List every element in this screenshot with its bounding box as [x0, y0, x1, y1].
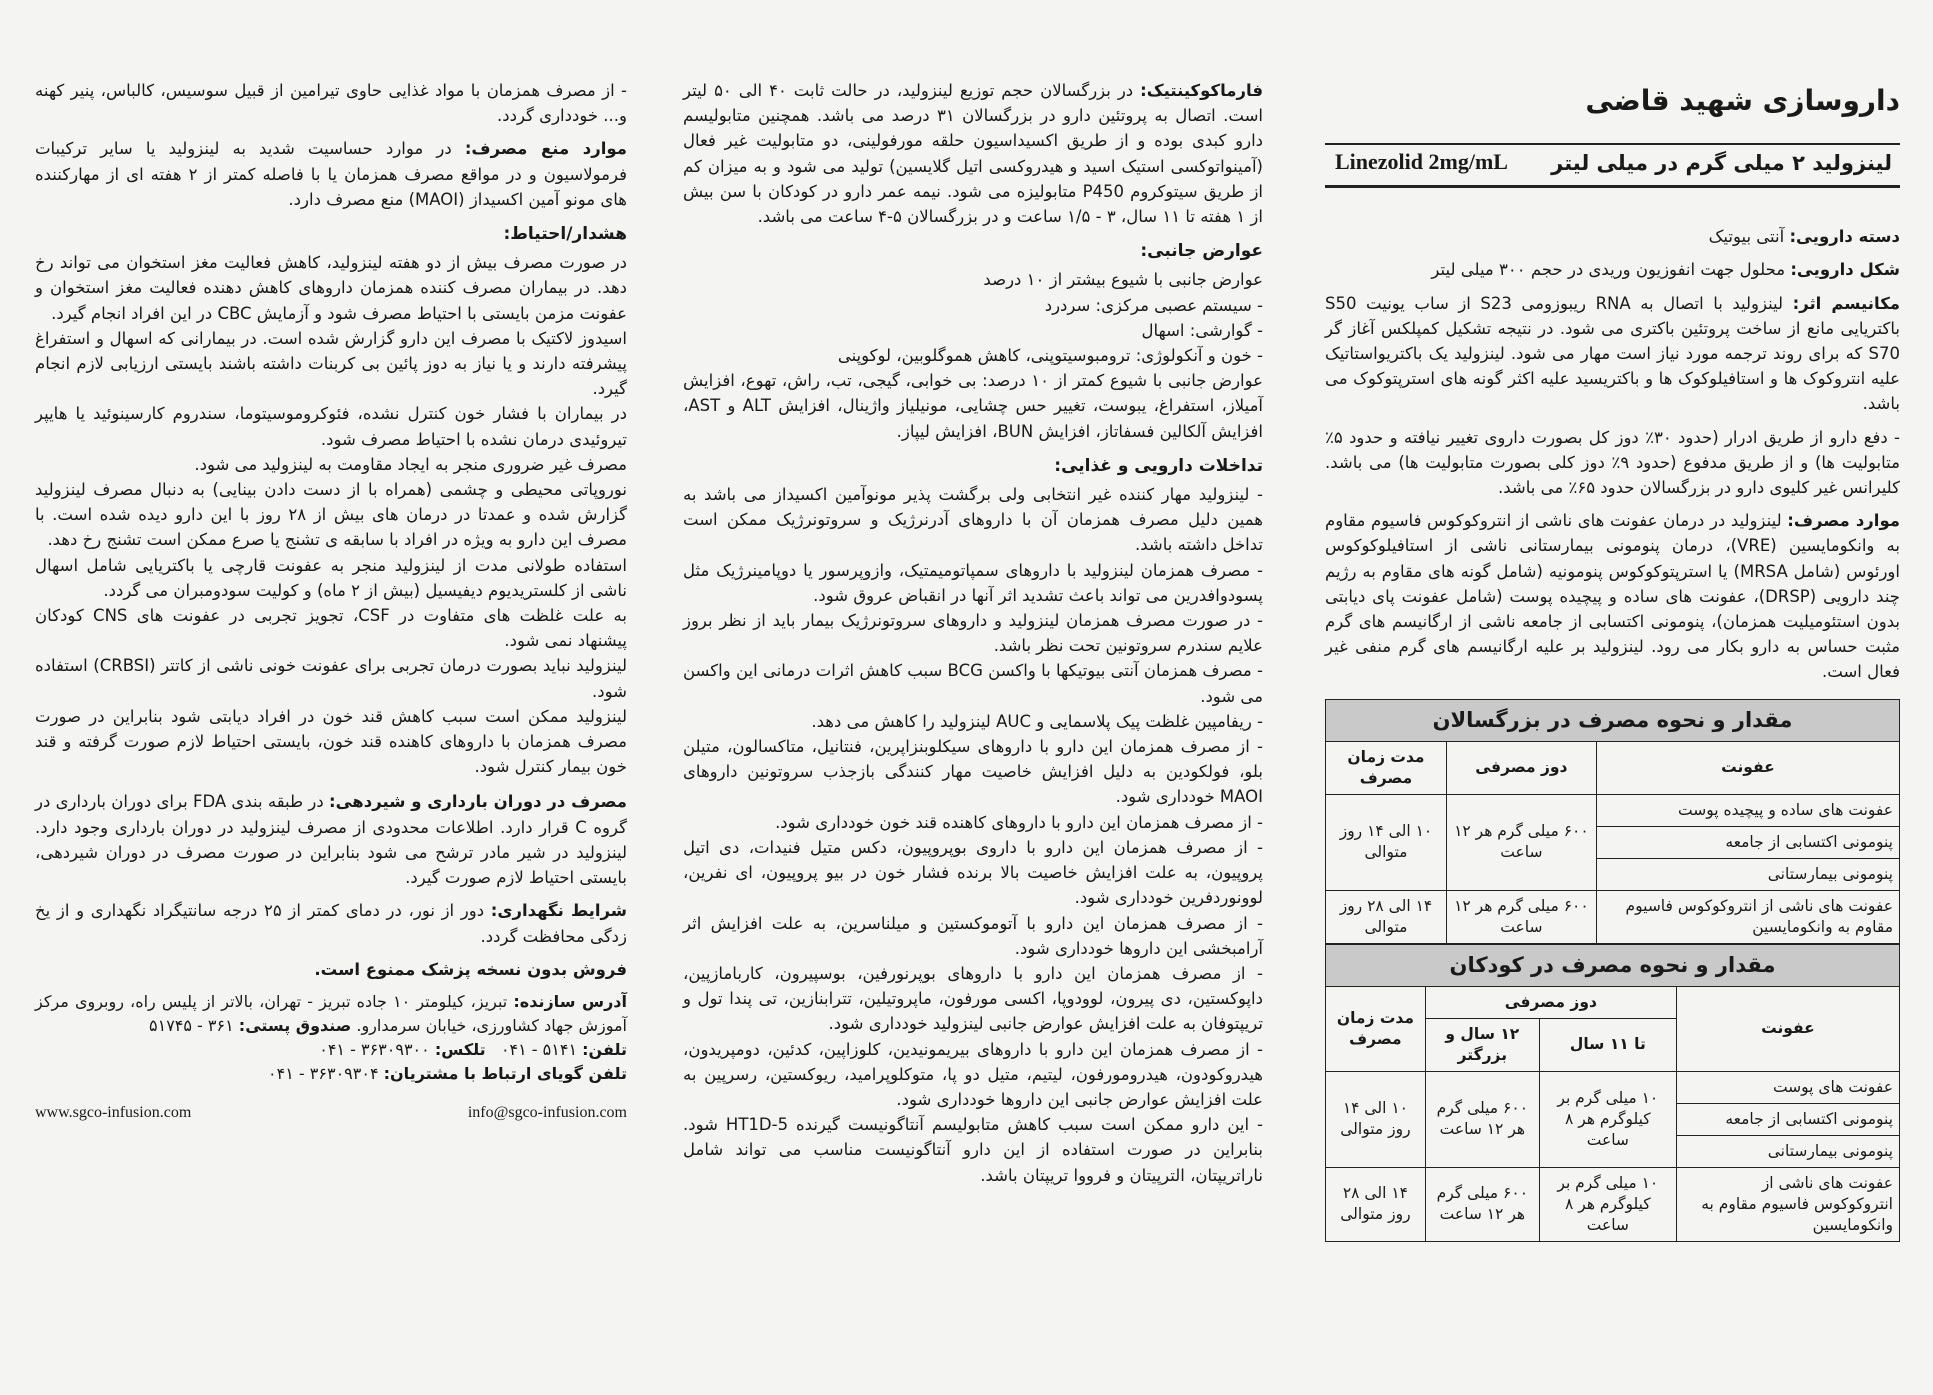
adult-dosage-table — [1325, 699, 1900, 944]
list-item: - گوارشی: اسهال — [1141, 320, 1263, 340]
column-header: دوز مصرفی — [1425, 986, 1676, 1018]
list-item: - خون و آنکولوژی: ترومبوسیتوپنی، کاهش هموگلوبین، لوکوپنی — [837, 346, 1263, 366]
column-header: مدت زمان مصرف — [1326, 986, 1426, 1071]
storage-section: شرایط نگهداری: دور از نور، در دمای کمتر از ۲۵ درجه سانتیگراد نگهداری و از یخ زدگی محافظت گردد. — [35, 901, 627, 946]
left-column — [35, 78, 627, 1125]
table-cell: ۶۰۰ میلی گرم هر ۱۲ ساعت — [1425, 1071, 1539, 1167]
excretion-text: - دفع دارو از طریق ادرار (حدود ۳۰٪ دوز کل بصورت داروی تغییر نیافته و حدود ۵٪ متابولیت ها) و از طریق مدفوع (حدود ۹٪ دوز کلی بصورت متابولیت ها) می باشد. کلیرانس غیر کلیوی دارو در بزرگسالان حدود ۶۵٪ می باشد. — [1325, 427, 1901, 498]
adult-table-caption: مقدار و نحوه مصرف در بزرگسالان — [1326, 699, 1900, 741]
table-cell: پنومونی بیمارستانی — [1676, 1135, 1899, 1167]
list-item: در بیماران با فشار خون کنترل نشده، فئوکروموسیتوما، سندروم کارسینوئید یا هایپر تیروئیدی درمان نشده با احتیاط مصرف شود. — [35, 404, 627, 449]
table-cell: ۱۴ الی ۲۸ روز متوالی — [1326, 890, 1447, 943]
list-item: لینزولید نباید بصورت درمان تجربی برای عفونت خونی ناشی از کاتتر (CRBSI) استفاده شود. — [35, 656, 627, 701]
product-title-fa: لینزولید ۲ میلی گرم در میلی لیتر — [1551, 151, 1892, 176]
column-header: تا ۱۱ سال — [1539, 1018, 1676, 1071]
list-item: لینزولید ممکن است سبب کاهش قند خون در افراد دیابتی شود بنابراین در صورت مصرف همزمان با داروهای کاهنده قند خون، بایستی احتیاط لازم صورت گرفته و قند خون بیمار کنترل شود. — [35, 706, 627, 777]
column-header: عفونت — [1596, 741, 1899, 794]
list-item: - در صورت مصرف همزمان لینزولید و داروهای سروتونرژیک بیمار باید از نظر بروز علایم سندرم سروتونین تحت نظر باشد. — [683, 611, 1263, 656]
interactions-heading: تداخلات دارویی و غذایی: — [1054, 455, 1263, 476]
table-cell: ۱۰ الی ۱۴ روز متوالی — [1326, 794, 1447, 890]
middle-column — [683, 78, 1263, 1188]
table-cell: ۶۰۰ میلی گرم هر ۱۲ ساعت — [1446, 890, 1596, 943]
list-item: مصرف غیر ضروری منجر به ایجاد مقاومت به لینزولید می شود. — [194, 454, 627, 474]
list-item: استفاده طولانی مدت از لینزولید منجر به عفونت قارچی یا باکتریایی شامل اسهال ناشی از کلستریدیوم دیفیسیل (بیش از ۲ ماه) و کولیت سودومبران می گردد. — [35, 555, 627, 600]
prescription-notice: فروش بدون نسخه پزشک ممنوع است. — [314, 959, 627, 979]
list-item: - از مصرف همزمان این دارو با آتوموکستین و میلناسرین، به علت افزایش اثر آرامبخشی این داروها خودداری شود. — [683, 913, 1263, 958]
product-title-en: Linezolid 2mg/mL — [1335, 149, 1508, 175]
table-cell: ۱۰ میلی گرم بر کیلوگرم هر ۸ ساعت — [1539, 1071, 1676, 1167]
website-link[interactable]: www.sgco-infusion.com — [35, 1103, 192, 1121]
pharmacokinetics-section: فارماکوکینتیک: در بزرگسالان حجم توزیع لینزولید، در حالت ثابت ۴۰ الی ۵۰ لیتر است. اتصال به پروتئین دارو در بزرگسالان ۳۱ درصد می باشد. همچنین متابولیسم دارو کبدی بوده و از طریق اکسیداسیون حلقه مورفولینی، دو متابولیت غیر فعال (آمینواتوکسی استیک اسید و هیدروکسی اتیل گلایسین) تولید می شود و به میزان کم از طریق سیتوکروم P450 متابولیزه می شود. نیمه عمر دارو در کودکان با سن بیش از ۱ هفته تا ۱۱ سال، ۳ - ۱/۵ ساعت و در بزرگسالان ۵-۴ ساعت می باشد. — [683, 81, 1264, 227]
list-item: - مصرف همزمان آنتی بیوتیکها با واکسن BCG سبب کاهش اثرات درمانی این واکسن می شود. — [683, 661, 1263, 706]
manufacturer-address: آدرس سازنده: تبریز، کیلومتر ۱۰ جاده تبریز - تهران، بالاتر از پلیس راه، روبروی مرکز آموزش جهاد کشاورزی، خیابان سرمدارو. صندوق پستی: ۳۶۱ - ۵۱۷۴۵ تلفن: ۵۱۴۱ - ۰۴۱ تلکس: ۳۶۳۰۹۳۰۰ - ۰۴۱ تلفن گویای ارتباط با مشتریان: ۳۶۳۰۹۳۰۴ - ۰۴۱ — [35, 991, 628, 1083]
food-interaction-text: - از مصرف همزمان با مواد غذایی حاوی تیرامین از قبیل سوسیس، کالباس، پنیر کهنه و... خودداری گردد. — [35, 81, 627, 126]
contraindications-section: موارد منع مصرف: در موارد حساسیت شدید به لینزولید یا سایر ترکیبات فرمولاسیون و در مواقع مصرف همزمان یا با فاصله کمتر از ۲ هفته ای از مهارکننده های مونو آمین اکسیداز (MAOI) منع مصرف دارد. — [35, 139, 627, 209]
list-item: - از مصرف همزمان این دارو با داروهای کاهنده قند خون خودداری شود. — [775, 812, 1263, 832]
table-cell: ۱۰ میلی گرم بر کیلوگرم هر ۸ ساعت — [1539, 1167, 1676, 1241]
child-table-caption: مقدار و نحوه مصرف در کودکان — [1326, 944, 1900, 986]
table-cell: ۱۰ الی ۱۴ روز متوالی — [1326, 1071, 1426, 1167]
table-cell: ۱۴ الی ۲۸ روز متوالی — [1326, 1167, 1426, 1241]
right-column — [1325, 84, 1901, 1242]
list-item: اسیدوز لاکتیک با مصرف این دارو گزارش شده است. در بیمارانی که اسهال و استفراغ پیشرفته دارند و یا نیاز به دوز پائین بی کربنات داشته باشند بایستی ارزیابی لازم انجام گیرد. — [35, 328, 627, 399]
email-link[interactable]: info@sgco-infusion.com — [467, 1103, 627, 1121]
warnings-heading: هشدار/احتیاط: — [503, 224, 627, 245]
pregnancy-section: مصرف در دوران بارداری و شیردهی: در طبقه بندی FDA برای دوران بارداری در گروه C قرار دارد. اطلاعات محدودی از مصرف لینزولید در دوران بارداری وجود دارد. لینزولید در شیر مادر ترشح می شود بنابراین در صورت مصرف در دوران شیردهی، بایستی احتیاط لازم صورت گیرد. — [35, 792, 627, 888]
table-cell: عفونت های ناشی از انتروکوکوس فاسیوم مقاوم به وانکومایسین — [1676, 1167, 1899, 1241]
column-header: مدت زمان مصرف — [1326, 741, 1447, 794]
side-effects-heading: عوارض جانبی: — [1140, 241, 1263, 262]
table-cell: ۶۰۰ میلی گرم هر ۱۲ ساعت — [1446, 794, 1596, 890]
column-header: عفونت — [1676, 986, 1899, 1071]
side-effects-list — [683, 267, 1263, 443]
product-title-bar — [1325, 143, 1900, 188]
table-cell: ۶۰۰ میلی گرم هر ۱۲ ساعت — [1425, 1167, 1539, 1241]
indications-section: موارد مصرف: لینزولید در درمان عفونت های ناشی از انتروکوکوس فاسیوم مقاوم به وانکومایسین (VRE)، درمان پنومونی بیمارستانی ناشی از استافیلوکوکوس اورئوس (شامل MRSA) یا استرپتوکوکوس پنومونیه (شامل گونه های مقاوم به رژیم چند دارویی (DRSP)، عفونت های ساده و پیچیده پوست (شامل عفونت پای دیابتی بدون استئومیلیت همزمان)، پنومونی اکتسابی از جامعه ناشی از ارگانیسم های گرم مثبت حساس به دارو بکار می رود. لینزولید بر علیه ارگانیسم های گرم منفی غیر فعال است. — [1325, 511, 1901, 682]
child-dosage-table — [1325, 944, 1900, 1242]
table-cell: پنومونی اکتسابی از جامعه — [1596, 826, 1899, 858]
list-item: در صورت مصرف بیش از دو هفته لینزولید، کاهش فعالیت مغز استخوان می تواند رخ دهد. در بیماران مصرف کننده همزمان داروهای کاهش دهنده فعالیت مغز استخوان و عفونت مزمن بایستی با احتیاط مصرف شود و آزمایش CBC در این افراد انجام گیرد. — [35, 253, 627, 323]
column-header: دوز مصرفی — [1446, 741, 1596, 794]
list-item: عوارض جانبی با شیوع بیشتر از ۱۰ درصد — [983, 270, 1263, 290]
table-cell: پنومونی بیمارستانی — [1596, 858, 1899, 890]
table-cell: پنومونی اکتسابی از جامعه — [1676, 1103, 1899, 1135]
list-item: - از مصرف همزمان این دارو با داروی بوپروپیون، دکس متیل فنیدات، دی اتیل پروپیون، به علت افزایش خاصیت بالا برنده فشار خون در بیو پروپیون، ای نفرین، لوونوردفرین خودداری شود. — [683, 837, 1263, 908]
list-item: - لینزولید مهار کننده غیر انتخابی ولی برگشت پذیر مونوآمین اکسیداز می باشد به همین دلیل مصرف همزمان آن با داروهای آدرنرژیک و سروتونرژیک ممکن است تداخل داشته باشد. — [683, 485, 1263, 555]
mechanism-section: مکانیسم اثر: لینزولید با اتصال به RNA ریبوزومی S23 از ساب یونیت S50 باکتریایی مانع از ساخت پروتئین باکتری می شود. در نتیجه تشکیل کمپلکس آغاز گر S70 که برای روند ترجمه مورد نیاز است مهار می شود. لینزولید یک باکتریواستاتیک علیه انتروکوک ها و استافیلوکوک ها و باکتریسید علیه اکثر گونه های استرپتوکوک می باشد. — [1325, 293, 1900, 414]
column-header: ۱۲ سال و بزرگتر — [1425, 1018, 1539, 1071]
table-cell: عفونت های ساده و پیچیده پوست — [1596, 794, 1899, 826]
list-item: - ریفامپین غلظت پیک پلاسمایی و AUC لینزولید را کاهش می دهد. — [811, 711, 1263, 731]
list-item: - از مصرف همزمان این دارو با داروهای بوپرنورفین، بوسپیرون، کاربامازپین، داپوکستین، دی پیرون، لوودوپا، اکسی مورفون، ماپروتیلین، تترابنازین، تی پندا تول و تریپتوفان به علت افزایش عوارض جانبی لینزولید خودداری شود. — [683, 963, 1263, 1034]
list-item: به علت غلظت های متفاوت در CSF، تجویز تجربی در عفونت های CNS کودکان پیشنهاد نمی شود. — [35, 606, 627, 651]
list-item: - مصرف همزمان لینزولید با داروهای سمپاتومیمتیک، وازوپرسور یا دوپامینرژیک مثل پسودوافدرین می تواند باعث تشدید اثر آنها در انقباض عروق شود. — [683, 560, 1263, 605]
list-item: - این دارو ممکن است سبب کاهش متابولیسم آنتاگونیست گیرنده 5-HT1D شود. بنابراین در صورت استفاده از این دارو آنتاگونیست مناسب می تواند شامل ناراتریپتان، الترپیتان و فرووا تریپتان باشد. — [683, 1115, 1264, 1185]
list-item: - از مصرف همزمان این دارو با داروهای سیکلوبنزاپرین، فنتانیل، متاکسالون، متیلن بلو، فولکودین به دلیل افزایش خاصیت مهار کنندگی بازجذب سروتونین داروهای MAOI خودداری شود. — [683, 737, 1263, 807]
table-cell: عفونت های پوست — [1676, 1071, 1899, 1103]
dosage-form: شکل دارویی: محلول جهت انفوزیون وریدی در حجم ۳۰۰ میلی لیتر — [1431, 260, 1900, 280]
manufacturer-brand: داروسازی شهید قاضی — [1585, 84, 1900, 117]
list-item: - سیستم عصبی مرکزی: سردرد — [1044, 295, 1263, 315]
warnings-list — [35, 250, 627, 779]
contact-footer — [35, 1100, 627, 1125]
list-item: عوارض جانبی با شیوع کمتر از ۱۰ درصد: بی خوابی، گیجی، تب، راش، تهوع، افزایش آمیلاز، استفراغ، یبوست، تغییر حس چشایی، مونیلیاز واژینال، افزایش ALT و AST، افزایش آلکالین فسفاتاز، افزایش BUN، افزایش لیپاز. — [683, 371, 1263, 441]
list-item: نوروپاتی محیطی و چشمی (همراه با از دست دادن بینایی) به دنبال مصرف لینزولید گزارش شده و عمدتا در درمان های بیش از ۲۸ روز با این دارو دیده شده است. با مصرف این دارو به ویژه در افراد با سابقه ی تشنج یا صرع ممکن است تشنج رخ دهد. — [35, 480, 627, 550]
list-item: - از مصرف همزمان این دارو با داروهای بیریمونیدین، کلوزاپین، کدئین، دومپریدون، هیدروکودون، هیدرومورفون، لیتیم، متیل دو پا، متوکلوپرامید، ریوکستین، رسرپین به علت افزایش عوارض جانبی این داروها خودداری شود. — [683, 1039, 1263, 1109]
interactions-list — [683, 482, 1263, 1188]
drug-category: دسته دارویی: آنتی بیوتیک — [1708, 227, 1900, 247]
table-cell: عفونت های ناشی از انتروکوکوس فاسیوم مقاوم به وانکومایسین — [1596, 890, 1899, 943]
